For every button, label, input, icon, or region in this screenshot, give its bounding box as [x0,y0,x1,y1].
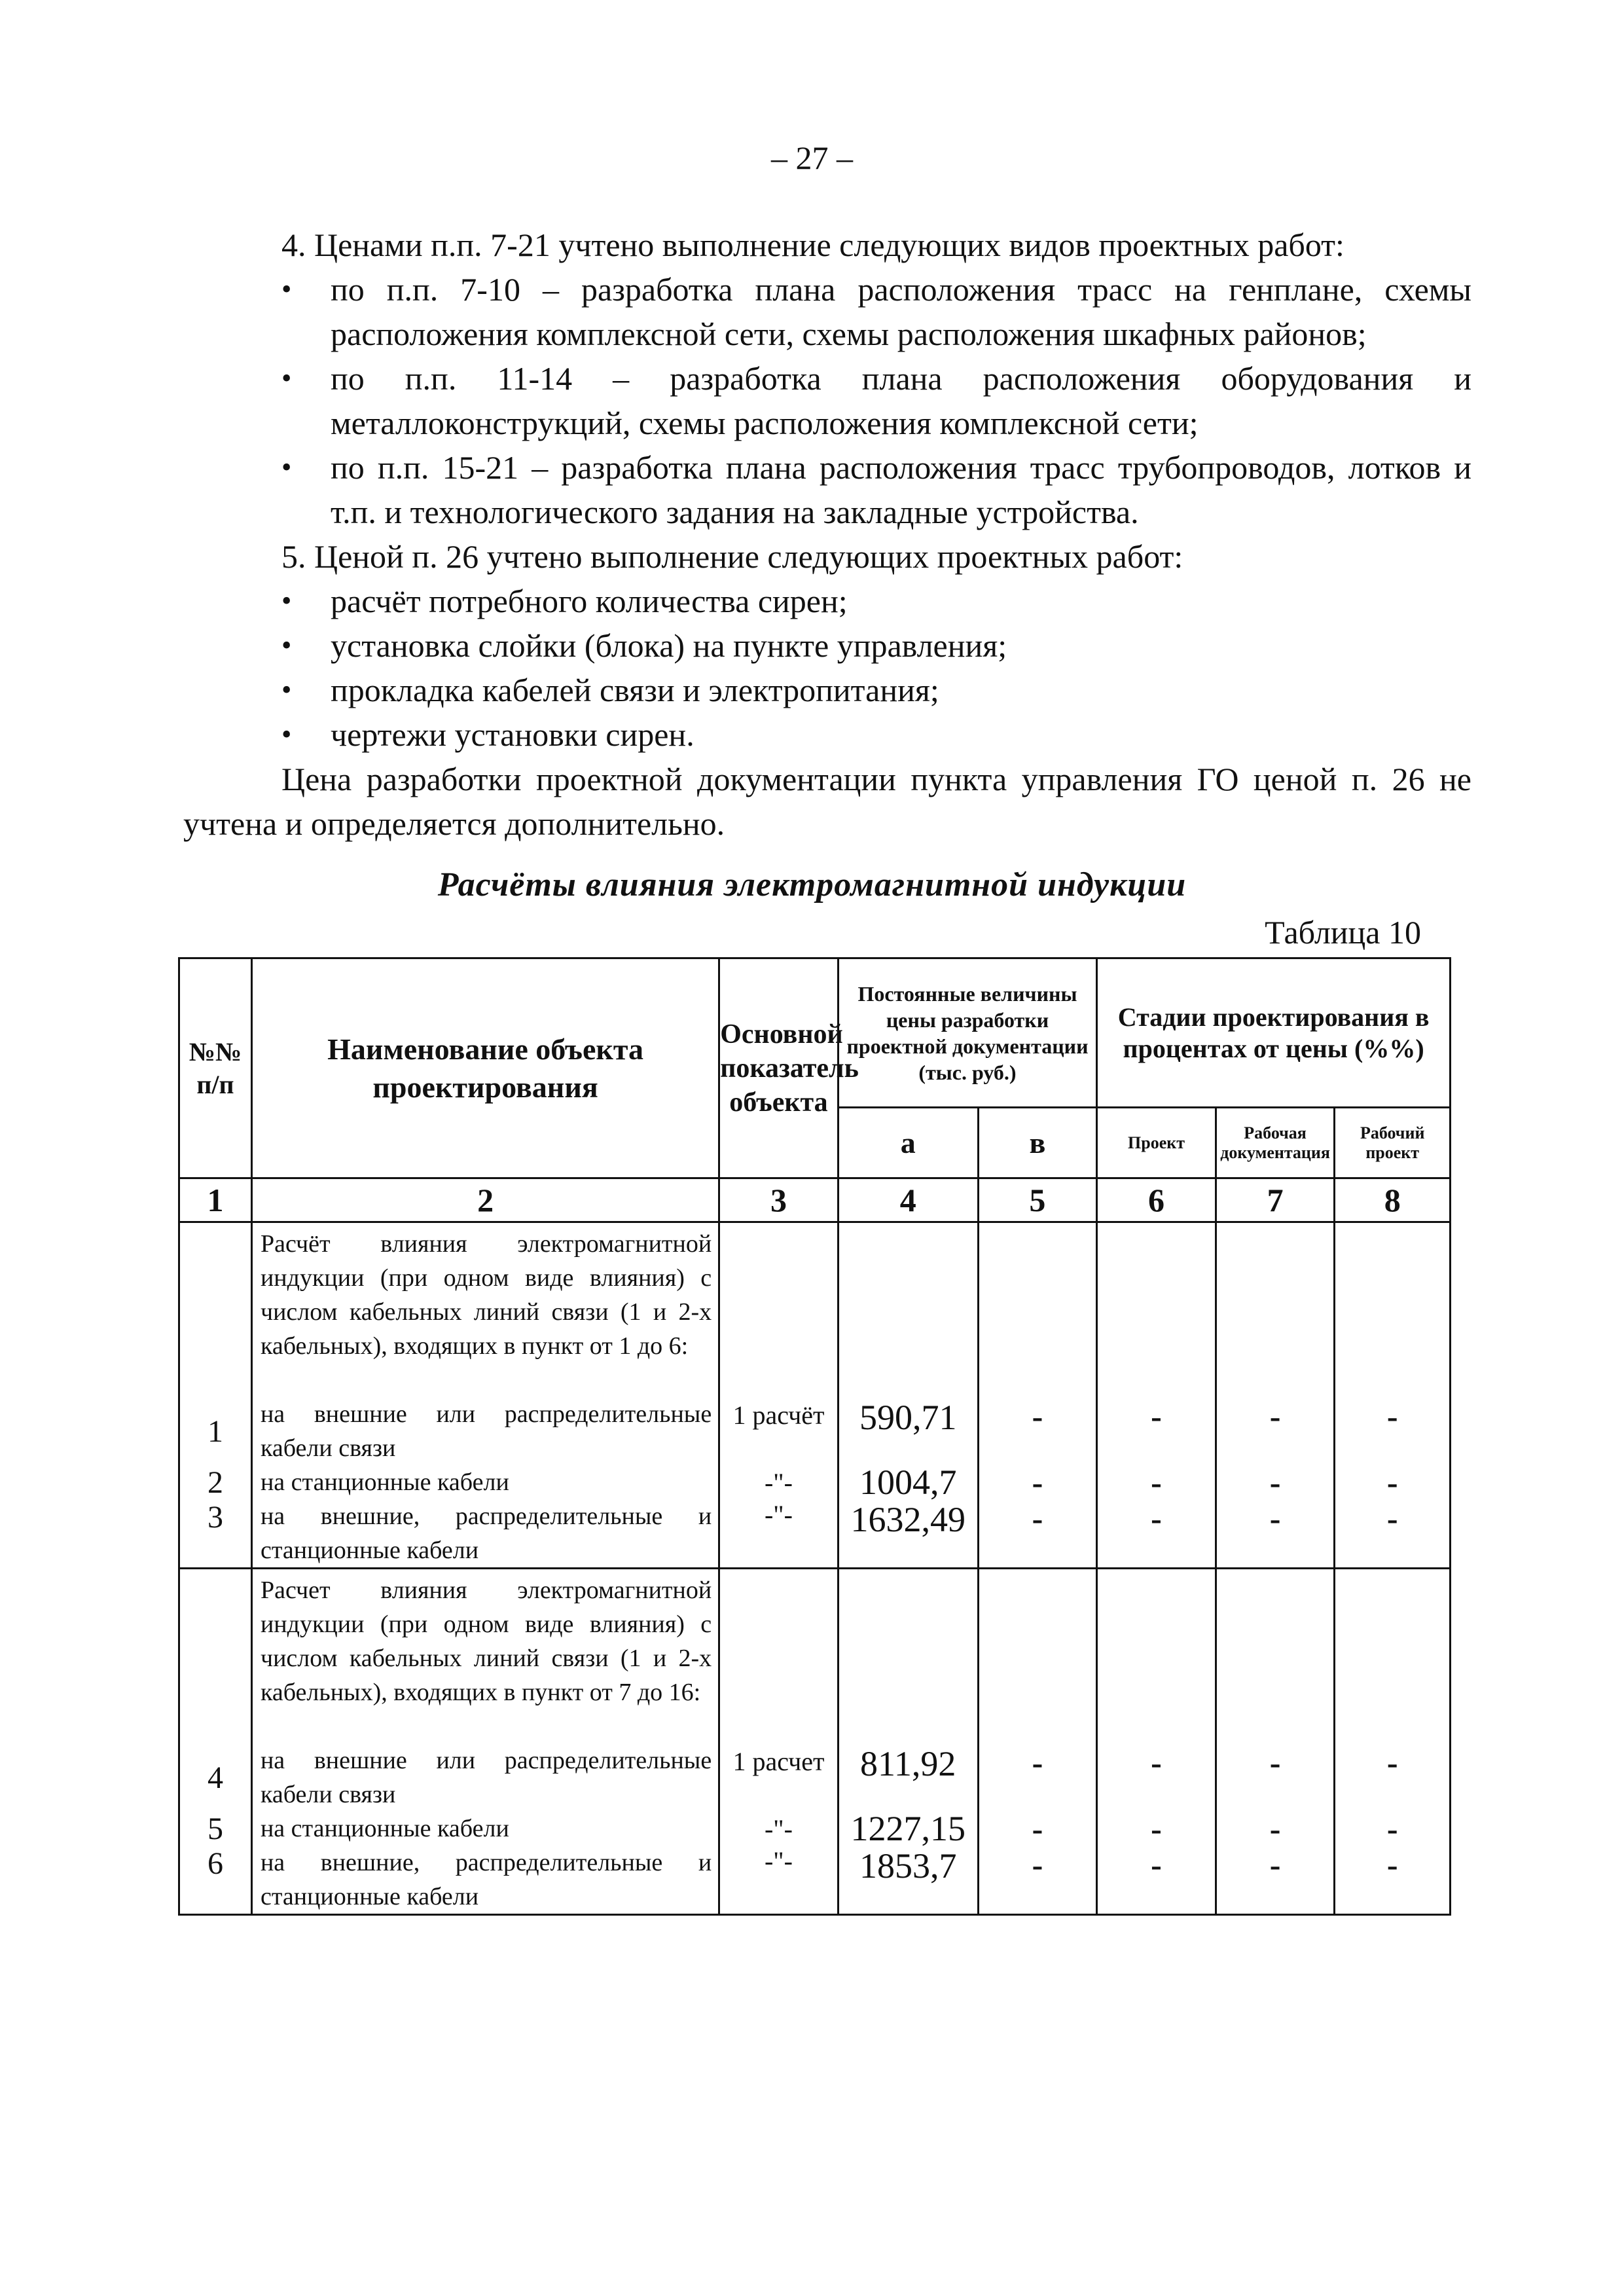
bullet-icon: • [281,451,292,483]
row-description: на станционные кабели [260,1815,509,1842]
item-5 [183,534,1471,579]
row-number: 3 [207,1500,223,1535]
bullet-icon: • [281,674,292,706]
c7-column [1216,1569,1335,1915]
a-column [838,1569,978,1915]
group-intro: Расчёт влияния электромагнитной индукции (при одном виде влияния) с числом кабельных линий связи (1 и 2-х кабельных), входящих в пункт от 1 до 6: [260,1230,712,1360]
group-intro: Расчет влияния электромагнитной индукции (при одном виде влияния) с числом кабельных линий связи (1 и 2-х кабельных), входящих в пункт от 7 до 16: [260,1576,712,1706]
row-a-value: 1004,7 [859,1463,957,1502]
bullet-text: расчёт потребного количества сирен; [331,583,848,619]
row-description: на внешние или распределительные кабели связи [260,1747,712,1808]
row-number: 2 [207,1465,223,1500]
row-base: -"- [764,1500,793,1529]
bullet-text: по п.п. 15-21 – разработка плана расположения трасс трубопроводов, лотков и т.п. и технологического задания на закладные устройства. [331,449,1471,530]
row-b-value: - [1032,1500,1043,1537]
bullet-icon: • [281,273,292,305]
body-text [183,223,1471,846]
header-a: а [838,1108,978,1178]
header-stages: Стадии проектирования в процентах от цены (%%) [1097,958,1451,1108]
row-project-value: - [1151,1744,1162,1781]
row-number: 1 [207,1413,223,1449]
row-a-value: 1853,7 [859,1846,957,1886]
desc-column [251,1222,719,1569]
bullet-text: установка слойки (блока) на пункте управления; [331,627,1007,664]
table-group [179,1222,1451,1569]
bullet-icon: • [281,362,292,394]
item-4-number: 4. [281,227,306,263]
item-4 [183,223,1471,267]
row-project-value: - [1151,1846,1162,1883]
row-a-value: 811,92 [859,1744,956,1783]
price-table [178,957,1451,1916]
bullet-item [183,267,1471,356]
row-working-project-value: - [1386,1500,1398,1537]
row-project-value: - [1151,1810,1162,1847]
row-project-value: - [1151,1500,1162,1537]
base-column [719,1569,839,1915]
column-number: 7 [1216,1178,1335,1222]
column-number: 2 [251,1178,719,1222]
header-row [179,958,1451,1108]
row-base: 1 расчёт [732,1400,825,1430]
row-working-doc-value: - [1269,1744,1281,1781]
header-name: Наименование объекта проектирования [251,958,719,1178]
row-b-value: - [1032,1398,1043,1434]
row-working-doc-value: - [1269,1464,1281,1501]
row-description: на внешние, распределительные и станционные кабели [260,1503,712,1564]
bullet-text: чертежи установки сирен. [331,716,695,753]
row-base: 1 расчет [732,1747,825,1776]
num-column [179,1569,252,1915]
header-base: Основной показатель объекта [719,958,839,1178]
bullet-text: по п.п. 7-10 – разработка плана расположения трасс на генплане, схемы расположения комплексной сети, схемы расположения шкафных районов; [331,271,1471,352]
row-description: на внешние или распределительные кабели связи [260,1400,712,1462]
row-description: на внешние, распределительные и станционные кабели [260,1849,712,1910]
c8-column [1335,1569,1451,1915]
row-working-project-value: - [1386,1744,1398,1781]
b-column [978,1222,1097,1569]
row-base: -"- [764,1813,793,1844]
bullet-item [183,356,1471,445]
row-working-doc-value: - [1269,1500,1281,1537]
column-number: 1 [179,1178,252,1222]
column-number: 5 [978,1178,1097,1222]
column-number: 4 [838,1178,978,1222]
bullet-icon: • [281,629,292,661]
column-number: 8 [1335,1178,1451,1222]
header-num: №№ п/п [179,958,252,1178]
column-number: 3 [719,1178,839,1222]
row-b-value: - [1032,1744,1043,1781]
base-column [719,1222,839,1569]
row-working-project-value: - [1386,1810,1398,1847]
page-number: – 27 – [771,139,853,176]
row-a-value: 1227,15 [850,1809,965,1848]
c8-column [1335,1222,1451,1569]
table-caption: Таблица 10 [1265,914,1421,951]
header-const: Постоянные величины цены разработки проектной документации (тыс. руб.) [838,958,1096,1108]
bullet-text: прокладка кабелей связи и электропитания; [331,672,939,708]
c7-column [1216,1222,1335,1569]
row-working-project-value: - [1386,1398,1398,1434]
bullet-item [183,445,1471,534]
bullet-item [183,623,1471,668]
column-number-row [179,1178,1451,1222]
row-b-value: - [1032,1464,1043,1501]
row-b-value: - [1032,1810,1043,1847]
num-column [179,1222,252,1569]
row-working-doc-value: - [1269,1398,1281,1434]
a-column [838,1222,978,1569]
desc-column [251,1569,719,1915]
c6-column [1097,1222,1216,1569]
b-column [978,1569,1097,1915]
row-working-project-value: - [1386,1846,1398,1883]
bullet-item [183,712,1471,757]
row-project-value: - [1151,1398,1162,1434]
row-b-value: - [1032,1846,1043,1883]
row-number: 6 [207,1846,223,1881]
closing-paragraph: Цена разработки проектной документации пункта управления ГО ценой п. 26 не учтена и определяется дополнительно. [183,761,1471,842]
table-title: Расчёты влияния электромагнитной индукции [437,866,1187,903]
header-project: Проект [1097,1108,1216,1178]
c6-column [1097,1569,1216,1915]
row-description: на станционные кабели [260,1468,509,1496]
header-b: в [978,1108,1097,1178]
bullet-icon: • [281,718,292,750]
table-group [179,1569,1451,1915]
row-number: 5 [207,1811,223,1846]
bullet-icon: • [281,585,292,617]
bullet-item [183,668,1471,712]
item-5-number: 5. [281,538,306,575]
column-number: 6 [1097,1178,1216,1222]
item-4-text: Ценами п.п. 7-21 учтено выполнение следующих видов проектных работ: [314,227,1344,263]
row-project-value: - [1151,1464,1162,1501]
header-working-project: Рабочий проект [1335,1108,1451,1178]
row-base: -"- [764,1467,793,1497]
header-working-doc: Рабочая документация [1216,1108,1335,1178]
row-working-project-value: - [1386,1464,1398,1501]
row-base: -"- [764,1846,793,1876]
row-a-value: 590,71 [859,1398,957,1437]
row-a-value: 1632,49 [850,1500,965,1539]
row-number: 4 [207,1760,223,1795]
item-5-text: Ценой п. 26 учтено выполнение следующих проектных работ: [314,538,1183,575]
row-working-doc-value: - [1269,1810,1281,1847]
bullet-item [183,579,1471,623]
bullet-text: по п.п. 11-14 – разработка плана расположения оборудования и металлоконструкций, схемы расположения комплексной сети; [331,360,1471,441]
row-working-doc-value: - [1269,1846,1281,1883]
